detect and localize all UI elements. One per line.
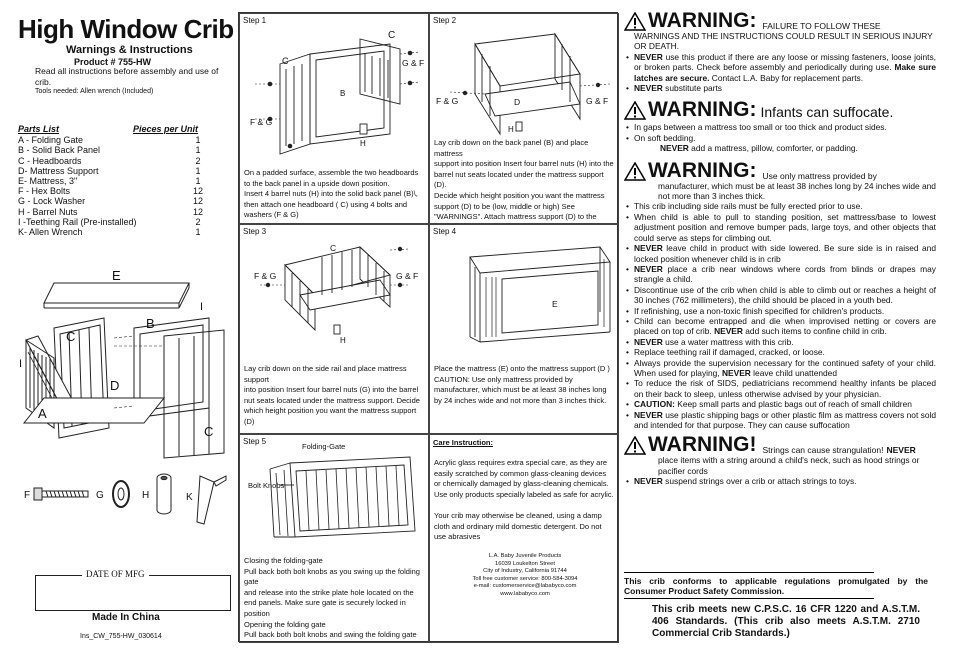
hardware-parts <box>14 470 234 540</box>
text-line: Place the mattress (E) onto the mattress support (D ) <box>434 364 610 373</box>
warning-item <box>624 243 936 264</box>
s4-tag-e: E <box>552 299 558 309</box>
text-line: cloth and ordinary mild domestic detergent. Do not <box>434 521 602 531</box>
warning-item-text: This crib including side rails must be fully erected prior to use. <box>634 201 863 212</box>
s1-tag-c-top: C <box>388 30 396 41</box>
part-quantity: 1 <box>195 145 201 156</box>
s3-tag-gf: G & F <box>396 271 419 281</box>
warning-triangle-icon <box>624 12 646 31</box>
text-line: which height position you want the mattress support <box>244 406 417 416</box>
text-line: then attach one headboard ( C) using 4 bolts and <box>244 199 408 209</box>
s1-tag-c-left: C <box>282 56 289 66</box>
warning-item <box>624 378 936 399</box>
text-line: barrel nut seats located under the mattress support (D). <box>434 169 604 190</box>
divider <box>624 572 874 573</box>
warning-item-bold2: Make sure latches are secure. <box>634 62 937 83</box>
care-paragraph-1 <box>434 458 617 500</box>
step-3-illustration <box>240 235 429 355</box>
text-line: On a padded surface, assemble the two headboards <box>244 168 419 177</box>
warning-item <box>624 306 936 316</box>
label-d: D <box>110 378 120 393</box>
date-of-mfg-box <box>35 575 231 611</box>
s3-tag-h: H <box>340 336 346 345</box>
text-line: support <box>244 374 270 384</box>
part-quantity: 1 <box>195 165 201 176</box>
label-k: K <box>186 492 193 503</box>
text-line: Opening the folding gate <box>244 619 326 629</box>
warning-1-header <box>624 10 936 31</box>
made-in-label: Made In China <box>92 612 160 623</box>
warning-item <box>624 52 936 83</box>
label-e: E <box>112 268 121 283</box>
step-4-label: Step 4 <box>433 227 457 236</box>
parts-list-row <box>18 135 228 145</box>
never-pad-text: add a mattress, pillow, comforter, or padding. <box>688 143 858 154</box>
label-b: B <box>146 316 155 331</box>
part-quantity: 1 <box>195 227 201 238</box>
part-quantity: 12 <box>192 206 203 217</box>
warning-item-text: Replace teething rail if damaged, cracked, or loose. <box>634 347 825 358</box>
text-line: to the back panel in a upside down position. <box>244 178 390 188</box>
warning-2-caption: Infants can suffocate. <box>760 104 894 121</box>
page-title: High Window Crib <box>18 14 234 44</box>
text-line: Lay crib down on the side rail and place mattress <box>244 364 407 373</box>
warning-item <box>624 212 936 243</box>
warning-item-lead: CAUTION: <box>634 399 675 410</box>
label-i-left: I <box>19 358 23 370</box>
s2-tag-d: D <box>514 97 521 107</box>
warning-item <box>624 337 936 347</box>
warning-item-tail: Contact L.A. Baby for replacement parts. <box>709 72 864 83</box>
warning-1-list <box>624 52 936 94</box>
warning-item-tail: add such items to confine child in crib. <box>742 326 887 337</box>
warning-item <box>624 264 936 285</box>
warning-item-tail: leave child unattended <box>750 367 838 378</box>
warning-item-text: On soft bedding. <box>634 132 696 143</box>
text-line: Decide which height position you want the mattress <box>434 190 605 200</box>
warning-3-caption-2: manufacturer, which must be at least 38 inches long by 24 inches wide and not more than 3 inches thick. <box>658 180 936 202</box>
text-line: Closing the folding-gate <box>244 556 323 565</box>
part-quantity: 2 <box>195 155 201 166</box>
warning-item <box>624 316 936 337</box>
parts-list-row <box>18 186 228 196</box>
warning-item-lead: NEVER <box>634 476 663 487</box>
part-name: C - Headboards <box>18 155 82 166</box>
lock-washer-icon <box>113 481 129 507</box>
warning-1-caption-2: WARNINGS AND THE INSTRUCTIONS COULD RESULT IN SERIOUS INJURY OR DEATH. <box>634 31 933 52</box>
step-5-text <box>244 556 427 643</box>
step-4-illustration <box>430 237 619 347</box>
assembly-steps-grid <box>238 12 618 642</box>
care-title: Care Instruction: <box>433 438 494 447</box>
s1-tag-h: H <box>360 139 366 148</box>
divider <box>624 598 874 599</box>
part-quantity: 1 <box>195 135 201 146</box>
cpsc-conformance: This crib conforms to applicable regulations promulgated by the Consumer Product Safety Commission. <box>624 576 928 596</box>
step-2-illustration <box>430 24 619 136</box>
text-line: nut seats located under the mattress support. Decide <box>244 395 420 405</box>
warning-item <box>624 358 936 379</box>
warning-3-title: WARNING: <box>648 158 757 182</box>
warning-item-lead: NEVER <box>634 409 663 420</box>
parts-list-row <box>18 156 228 166</box>
warning-item-text: To reduce the risk of SIDS, pediatricians recommend healthy infants be placed on their back to sleep, unless otherwise advised by your physician. <box>634 378 936 399</box>
warning-item <box>624 201 936 211</box>
document-code: Ins_CW_755-HW_030614 <box>80 633 162 640</box>
standards-statement: This crib meets new C.P.S.C. 16 CFR 1220 and A.S.T.M. 406 Standards. (This crib also meets A.S.T.M. 2710 Commercial Crib Standards.) <box>652 604 920 639</box>
text-line: by 24 inches wide and not more than 3 inches thick. <box>434 395 607 405</box>
text-line: manufacturer, which must be at least 38 inches long <box>434 385 607 395</box>
text-line: support into position Insert four barrel nuts (H) into the <box>434 159 614 169</box>
warning-item <box>624 399 936 409</box>
text-line: CAUTION: Use only mattress provided by <box>434 374 573 384</box>
part-name: H - Barrel Nuts <box>18 206 78 217</box>
warning-2-header <box>624 99 936 120</box>
pieces-per-unit-title: Pieces per Unit <box>132 124 198 134</box>
warning-3-caption: Use only mattress provided by <box>762 170 877 181</box>
step-3-label: Step 3 <box>243 227 267 236</box>
parts-list-row <box>18 207 228 217</box>
warning-item-text: place a crib near windows where cords from blinds or drapes may strangle a child. <box>634 263 936 285</box>
warning-item <box>624 83 936 93</box>
step-1-text <box>244 168 418 221</box>
step-3-text <box>244 364 427 428</box>
warning-item-lead: NEVER <box>634 336 663 347</box>
parts-list-row <box>18 227 228 237</box>
warning-4-caption-never: NEVER <box>886 445 916 456</box>
subtitle: Warnings & Instructions <box>66 44 193 56</box>
step-2-panel <box>429 13 619 224</box>
text-line: Use only products specially labeled as safe for acrylic. <box>434 489 614 499</box>
part-quantity: 1 <box>195 176 201 187</box>
s3-tag-fg: F & G <box>254 271 277 281</box>
parts-list-row <box>18 196 228 206</box>
warning-item-text: use this product if there are any loose or missing fasteners, loose joints, or broken parts. Check before assembly and periodically during use. <box>634 51 936 73</box>
warning-4-caption: Strings can cause strangulation! <box>762 445 884 456</box>
s1-tag-fg: F & G <box>250 117 273 127</box>
step-1-label: Step 1 <box>243 16 267 25</box>
label-g: G <box>96 490 104 501</box>
text-line: into position Insert four barrel nuts (G) into the barrel <box>244 385 419 395</box>
warning-item-bold2: NEVER <box>714 326 743 337</box>
step-1-panel <box>239 13 429 224</box>
text-line: Toll free customer service: 800-584-3094 <box>472 575 578 582</box>
barrel-nut-icon <box>157 474 171 514</box>
label-a: A <box>38 406 47 421</box>
label-c-right: C <box>204 424 214 439</box>
care-paragraph-2 <box>434 511 617 543</box>
never-pad-lead: NEVER <box>660 143 689 154</box>
part-name: D- Mattress Support <box>18 165 99 176</box>
s1-tag-b: B <box>340 89 346 98</box>
text-line: Your crib may otherwise be cleaned, using a damp <box>434 511 602 520</box>
step-3-panel <box>239 224 429 434</box>
parts-list-row <box>18 166 228 176</box>
warning-2-list <box>624 122 936 143</box>
text-line: position <box>244 608 270 618</box>
text-line: easily scratched by common glass-cleaning devices <box>434 468 607 478</box>
warning-4-title: WARNING! <box>648 433 757 457</box>
step-2-label: Step 2 <box>433 16 457 25</box>
text-line: L.A. Baby Juvenile Products <box>488 553 562 559</box>
text-line: use abrasives <box>434 532 481 542</box>
warning-item-lead: NEVER <box>634 243 663 254</box>
label-h: H <box>142 490 150 501</box>
warning-3-list <box>624 201 936 430</box>
warnings-column <box>624 10 936 487</box>
step-2-text <box>434 138 617 224</box>
part-name: B - Solid Back Panel <box>18 145 101 156</box>
allen-wrench-icon <box>197 476 226 524</box>
text-line: e-mail: customerservice@lababyco.com <box>473 583 577 590</box>
parts-list-header <box>18 124 228 134</box>
warning-item-text: Keep small parts and plastic bags out of reach of small children <box>674 399 912 410</box>
step-4-text <box>434 364 617 406</box>
warning-item-lead: NEVER <box>634 51 663 62</box>
warning-4-caption-2: place items with a string around a child's neck, such as hood strings or pacifier cords <box>658 455 920 476</box>
warning-item-lead: NEVER <box>634 83 663 94</box>
warning-4-list <box>624 476 936 486</box>
warning-item-text: Always provide the supervision necessary for the continued safety of your child. When used for playing, <box>634 357 936 378</box>
folding-gate-label: Folding-Gate <box>302 442 346 451</box>
text-line: Acrylic glass requires extra special care, as they are <box>434 458 607 467</box>
warning-item-text: If refinishing, use a non-toxic finish specified for children's products. <box>634 305 885 316</box>
warning-item-bold2: NEVER <box>722 367 751 378</box>
part-name: E- Mattress, 3" <box>18 176 78 187</box>
warning-item-text: When child is able to pull to standing position, set mattress/base to lowest adjustment position and remove bumper pads, large toys, and other objects that could serve as steps for climbing out. <box>634 211 936 243</box>
warning-item-text: Child can become entrapped and die when improvised netting or covers are placed on top of crib. <box>634 315 936 337</box>
text-line: gate <box>244 577 259 587</box>
warning-item-text: In gaps between a mattress too small or too thick and product sides. <box>634 122 887 133</box>
step-5-panel <box>239 434 429 643</box>
text-line: washers (F & G) <box>244 210 299 220</box>
s2-tag-fg: F & G <box>436 96 459 106</box>
warning-item-text: use a water mattress with this crib. <box>662 336 794 347</box>
parts-list-row <box>18 145 228 155</box>
warning-item-text: suspend strings over a crib or attach strings to toys. <box>662 476 857 487</box>
warning-item <box>624 122 936 132</box>
text-line: Pull back both bolt knobs as you swing up the folding <box>244 566 420 576</box>
warning-item-text: Discontinue use of the crib when child is able to climb out or reaches a height of 30 inches (762 millimeters), the child should be placed in a youth bed. <box>634 284 936 306</box>
part-name: G - Lock Washer <box>18 196 86 207</box>
text-line: (D) <box>244 416 255 426</box>
warning-triangle-icon <box>624 162 646 181</box>
text-line: "WARNINGS". Attach mattress support (D) to the <box>434 212 597 222</box>
s3-tag-c: C <box>330 243 337 253</box>
warning-item-text: substitute parts <box>662 83 722 94</box>
s2-tag-gf: G & F <box>586 96 609 106</box>
warning-item-text: use plastic shipping bags or other plastic film as mattress covers not sold and intended for that purpose. They can cause suffocation <box>634 409 936 430</box>
care-instructions-panel <box>429 434 619 643</box>
step-5-illustration <box>240 451 429 541</box>
warning-3-header <box>624 160 936 181</box>
step-5-label: Step 5 <box>243 437 267 446</box>
product-number: Product # 755-HW <box>74 57 152 67</box>
text-line: 16039 Loukelton Street <box>495 560 555 567</box>
warning-2-title: WARNING: <box>648 98 757 122</box>
company-contact <box>430 553 619 599</box>
tools-note: Tools needed: Allen wrench (Included) <box>35 88 154 95</box>
warning-item <box>624 133 936 143</box>
read-instructions-note: Read all instructions before assembly and use of crib. <box>35 66 219 87</box>
part-quantity: 2 <box>195 216 201 227</box>
part-quantity: 12 <box>192 186 203 197</box>
s1-tag-gf: G & F <box>402 58 425 68</box>
text-line: Lay crib down on the back panel (B) and place mattress <box>434 138 589 158</box>
text-line: Pull back both bolt knobs and swing the folding gate <box>244 630 417 640</box>
warning-4-header <box>624 434 936 455</box>
date-of-mfg-label: DATE OF MFG <box>82 569 149 579</box>
text-line: Insert 4 barrel nuts (H) into the solid back panel (B)\, <box>244 189 418 199</box>
text-line: or chemically damaged by glass-cleaning chemicals. <box>434 479 609 489</box>
warning-triangle-icon <box>624 436 646 455</box>
text-line: end panels. Make sure gate is securely locked in <box>244 598 406 608</box>
text-line: and release into the strike plate hole located on the <box>244 587 414 597</box>
part-name: I -Teething Rail (Pre-installed) <box>18 216 137 227</box>
step-4-panel <box>429 224 619 434</box>
text-line: support (D) to be (low, middle or high) See <box>434 201 575 211</box>
part-name: F - Hex Bolts <box>18 186 71 197</box>
part-name: K- Allen Wrench <box>18 227 83 238</box>
text-line: www.lababyco.com <box>500 590 550 597</box>
part-name: A - Folding Gate <box>18 135 84 146</box>
warning-item <box>624 285 936 306</box>
warning-1-caption: FAILURE TO FOLLOW THESE <box>762 21 881 31</box>
warning-item <box>624 347 936 357</box>
step-1-illustration <box>240 24 429 164</box>
label-i-right: I <box>200 301 204 313</box>
part-quantity: 12 <box>192 196 203 207</box>
warning-1-title: WARNING: <box>648 9 757 32</box>
parts-list-row <box>18 176 228 186</box>
warning-triangle-icon <box>624 101 646 120</box>
bolt-knobs-label: Bolt Knobs <box>248 481 285 490</box>
label-f: F <box>24 490 31 501</box>
parts-list <box>18 124 228 237</box>
exploded-crib-diagram <box>14 268 234 468</box>
s2-tag-h: H <box>508 125 514 134</box>
warning-item-text: leave child in product with side lowered. Be sure side is in raised and locked position whenever child is in crib <box>634 243 936 264</box>
warning-item <box>624 476 936 486</box>
text-line <box>244 641 427 643</box>
warning-item-lead: NEVER <box>634 263 663 274</box>
parts-list-row <box>18 217 228 227</box>
warning-item <box>624 410 936 431</box>
label-c-left: C <box>66 329 76 344</box>
hex-bolt-icon <box>34 488 88 500</box>
text-line: City of Industry, California 91744 <box>483 568 567 575</box>
parts-list-title: Parts List <box>18 124 60 134</box>
